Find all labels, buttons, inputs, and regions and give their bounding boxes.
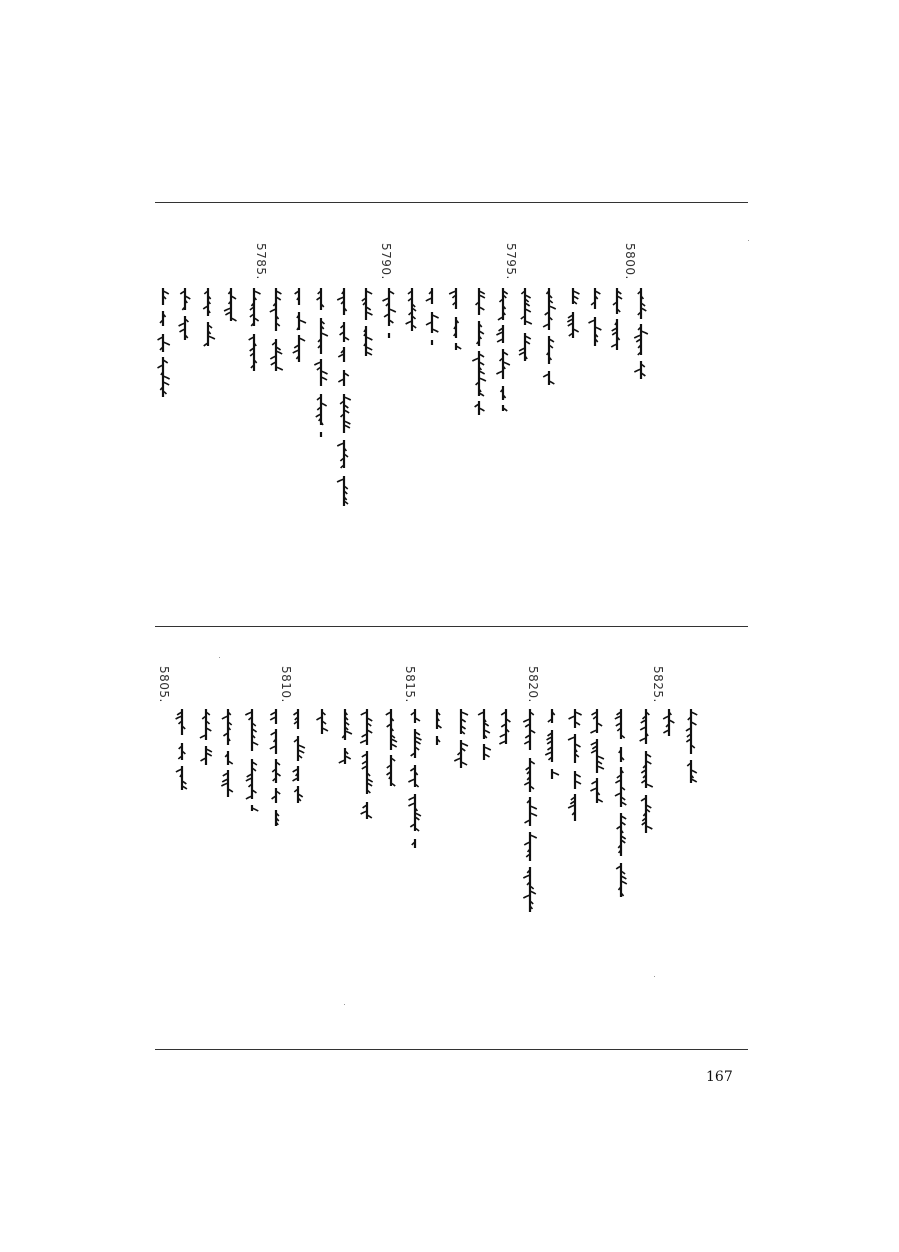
script-glyphs (198, 709, 215, 775)
verse-line (268, 709, 285, 826)
script-glyphs (476, 709, 493, 763)
line-number: 5795. (504, 243, 518, 280)
script-glyphs (177, 288, 194, 351)
script-glyphs (661, 709, 678, 736)
script-glyphs (541, 288, 558, 385)
script-glyphs (471, 288, 488, 415)
middle-rule (155, 626, 748, 627)
verse-line (359, 709, 376, 819)
verse-line (291, 288, 308, 362)
script-glyphs (220, 709, 237, 797)
line-number: 5800. (623, 243, 637, 280)
script-glyphs (244, 709, 261, 811)
verse-line (198, 709, 215, 775)
verse-line (683, 709, 700, 783)
verse-line (471, 288, 488, 415)
script-glyphs (683, 709, 700, 783)
script-glyphs (291, 288, 308, 362)
script-glyphs (565, 288, 582, 346)
script-glyphs (498, 709, 515, 748)
verse-line (476, 709, 493, 763)
script-glyphs (424, 288, 441, 345)
verse-line (498, 709, 515, 748)
script-glyphs (638, 709, 655, 833)
verse-line (407, 709, 424, 848)
script-glyphs (268, 709, 285, 826)
top-rule (155, 202, 748, 203)
script-glyphs (633, 288, 650, 383)
script-glyphs (290, 709, 307, 803)
script-glyphs (589, 709, 606, 803)
line-number: 5810. (279, 666, 293, 703)
verse-line (429, 709, 446, 745)
script-glyphs (567, 709, 584, 827)
script-glyphs (383, 709, 400, 786)
verse-line (404, 288, 421, 332)
verse-line (244, 709, 261, 811)
verse-line (220, 709, 237, 797)
line-number: 5790. (379, 243, 393, 280)
print-speck (344, 1004, 345, 1005)
script-glyphs (613, 709, 630, 901)
verse-line (313, 288, 330, 437)
script-glyphs (358, 288, 375, 356)
script-glyphs (495, 288, 512, 411)
script-glyphs (246, 288, 263, 382)
line-number: 5825. (651, 666, 665, 703)
verse-line (223, 288, 240, 321)
script-glyphs (407, 709, 424, 848)
verse-line (541, 288, 558, 385)
verse-line (517, 288, 534, 361)
verse-line (448, 288, 465, 350)
verse-line (661, 709, 678, 736)
line-number: 5815. (403, 666, 417, 703)
verse-line (314, 709, 331, 741)
verse-line (174, 709, 191, 790)
script-glyphs (404, 288, 421, 332)
script-glyphs (337, 709, 354, 764)
script-glyphs (174, 709, 191, 790)
verse-line (495, 288, 512, 411)
verse-line (424, 288, 441, 345)
verse-line (613, 709, 630, 901)
script-glyphs (155, 288, 172, 398)
verse-line (155, 288, 172, 398)
verse-line (358, 288, 375, 356)
script-glyphs (429, 709, 446, 745)
verse-line (544, 709, 561, 779)
verse-line (337, 709, 354, 764)
verse-line (290, 709, 307, 803)
script-glyphs (609, 288, 626, 358)
verse-line (565, 288, 582, 346)
script-glyphs (517, 288, 534, 361)
verse-line (383, 709, 400, 786)
print-speck (654, 976, 655, 977)
verse-line (587, 288, 604, 346)
page-number: 167 (706, 1069, 733, 1085)
script-glyphs (223, 288, 240, 321)
script-glyphs (268, 288, 285, 371)
verse-line (589, 709, 606, 803)
script-glyphs (544, 709, 561, 779)
script-glyphs (448, 288, 465, 350)
line-number: 5785. (254, 243, 268, 280)
verse-line (336, 288, 353, 506)
script-glyphs (359, 709, 376, 819)
script-glyphs (381, 288, 398, 338)
bottom-rule (155, 1049, 748, 1050)
script-glyphs (313, 288, 330, 437)
script-glyphs (336, 288, 353, 506)
script-glyphs (200, 288, 217, 346)
print-speck (219, 657, 220, 658)
verse-line (381, 288, 398, 338)
verse-line (638, 709, 655, 833)
line-number: 5820. (526, 666, 540, 703)
verse-line (522, 709, 539, 919)
verse-line (200, 288, 217, 346)
print-speck (748, 240, 749, 241)
script-glyphs (522, 709, 539, 919)
script-glyphs (314, 709, 331, 741)
line-number: 5805. (157, 666, 171, 703)
script-glyphs (453, 709, 470, 771)
verse-line (177, 288, 194, 351)
verse-line (567, 709, 584, 827)
script-glyphs (587, 288, 604, 346)
verse-line (633, 288, 650, 383)
verse-line (453, 709, 470, 771)
verse-line (609, 288, 626, 358)
verse-line (246, 288, 263, 382)
verse-line (268, 288, 285, 371)
